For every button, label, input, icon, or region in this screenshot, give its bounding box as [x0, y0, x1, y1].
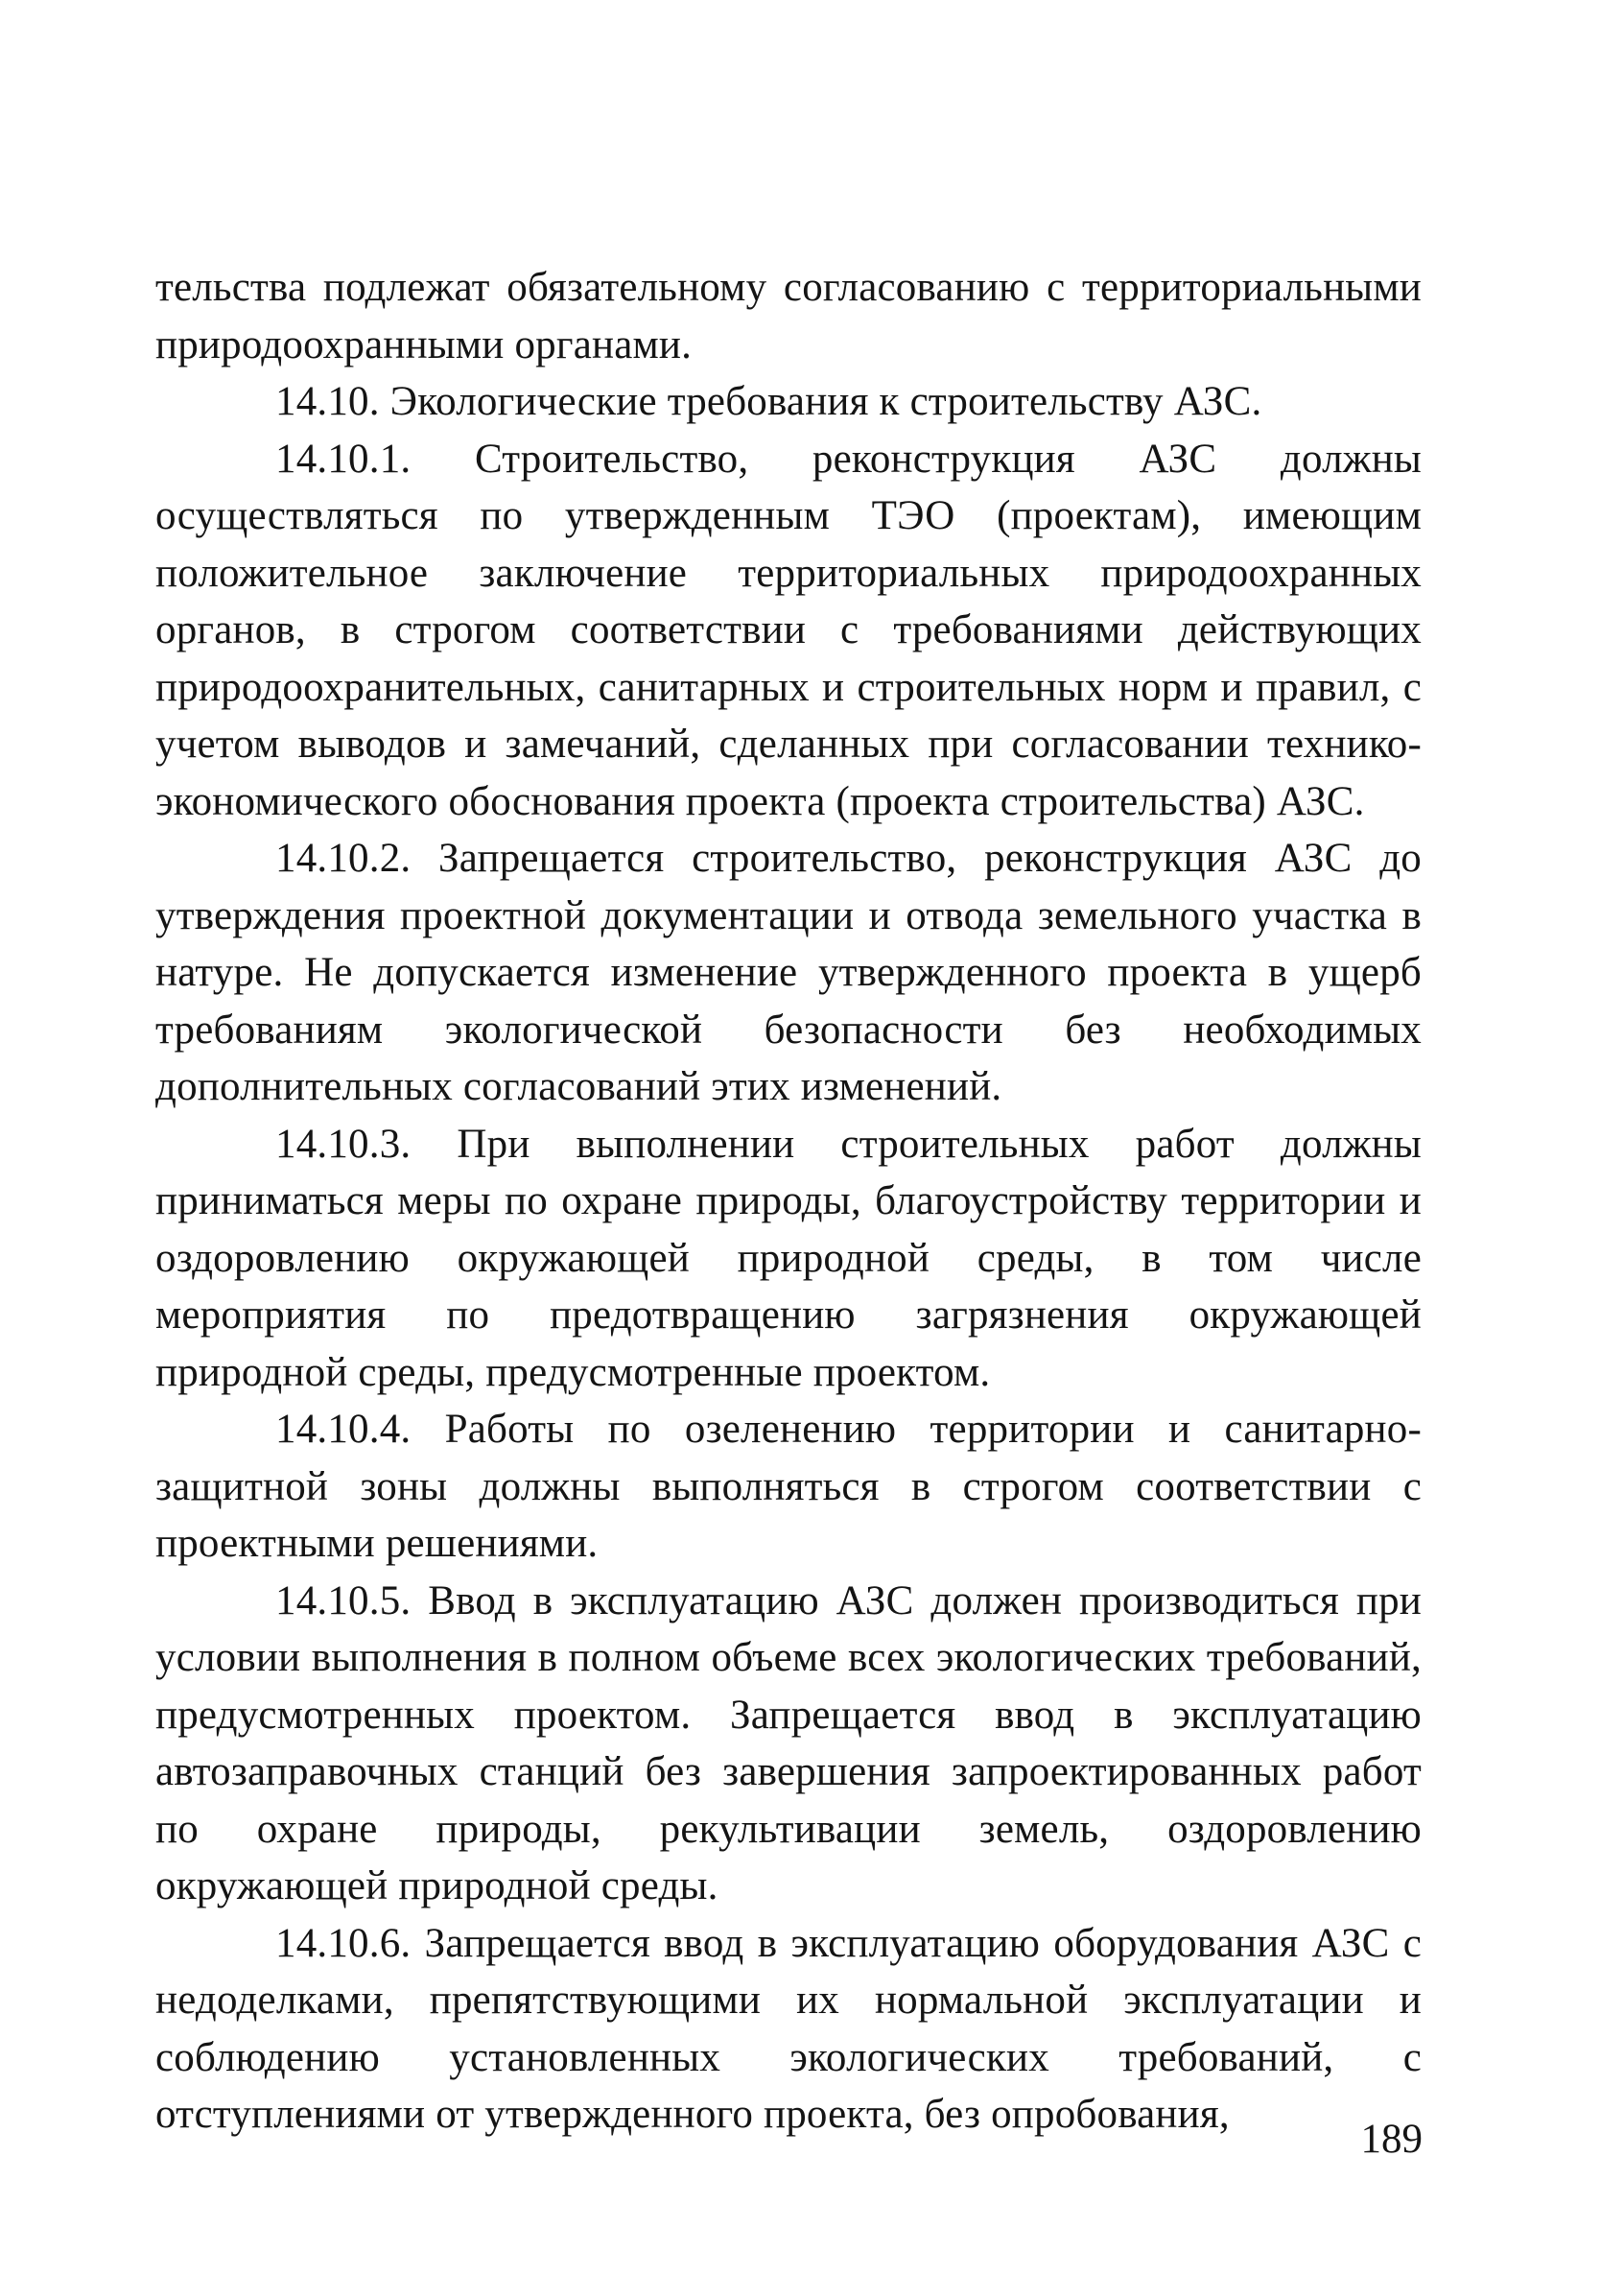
paragraph-continuation: тельства подлежат обязательному согласованию с территориальными природоохранными органами. [155, 265, 1422, 367]
page-number: 189 [1360, 2117, 1423, 2162]
body-text [155, 259, 1422, 2144]
paragraph-14-10-4: 14.10.4. Работы по озеленению территории и санитарно-защитной зоны должны выполняться в строгом соответствии с проектными решениями. [155, 1407, 1422, 1566]
section-heading-14-10: 14.10. Экологические требования к строительству АЗС. [275, 379, 1262, 424]
paragraph-14-10-6: 14.10.6. Запрещается ввод в эксплуатацию оборудования АЗС с недоделками, препятствующими их нормальной эксплуатации и соблюдению установленных экологических требований, с отступлениями от утвержденного проекта, без опробования, [155, 1920, 1422, 2137]
paragraph-14-10-3: 14.10.3. При выполнении строительных работ должны приниматься меры по охране природы, благоустройству территории и оздоровлению окружающей природной среды, в том числе мероприятия по предотвращению загрязнения окружающей природной среды, предусмотренные проектом. [155, 1121, 1422, 1395]
paragraph-14-10-5: 14.10.5. Ввод в эксплуатацию АЗС должен производиться при условии выполнения в полном объеме всех экологических требований, предусмотренных проектом. Запрещается ввод в эксплуатацию автозаправочных станций без завершения запроектированных работ по охране природы, рекультивации земель, оздоровлению окружающей природной среды. [155, 1577, 1422, 1908]
paragraph-14-10-1: 14.10.1. Строительство, реконструкция АЗС должны осуществляться по утвержденным ТЭО (проектам), имеющим положительное заключение территориальных природоохранных органов, в строгом соответствии с требованиями действующих природоохранительных, санитарных и строительных норм и правил, с учетом выводов и замечаний, сделанных при согласовании технико-экономического обоснования проекта (проекта строительства) АЗС. [155, 436, 1422, 824]
paragraph-14-10-2: 14.10.2. Запрещается строительство, реконструкция АЗС до утверждения проектной документации и отвода земельного участка в натуре. Не допускается изменение утвержденного проекта в ущерб требованиям экологической безопасности без необходимых дополнительных согласований этих изменений. [155, 836, 1422, 1109]
